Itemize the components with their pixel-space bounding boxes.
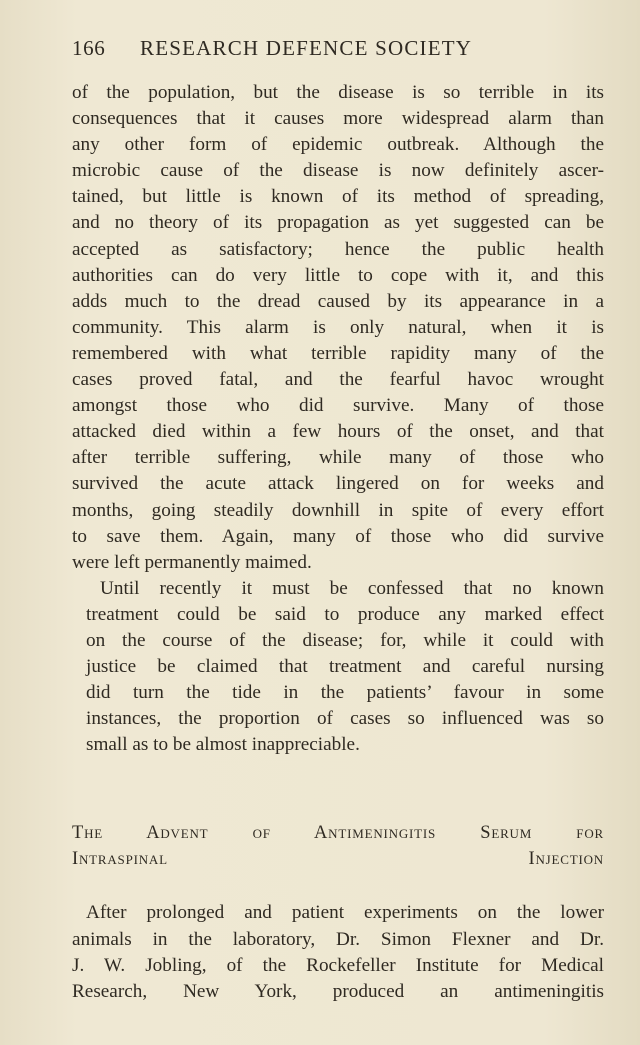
text-line: animals in the laboratory, Dr. Simon Flexner and Dr. bbox=[72, 928, 604, 950]
text-line: attacked died within a few hours of the onset, and that bbox=[72, 421, 604, 443]
text-line: adds much to the dread caused by its appearance in a bbox=[72, 290, 604, 312]
text-line: instances, the proportion of cases so influenced was so bbox=[86, 708, 604, 730]
text-line: consequences that it causes more widespread alarm than bbox=[72, 108, 604, 130]
text-line: any other form of epidemic outbreak. Although the bbox=[72, 134, 604, 156]
page-number: 166 bbox=[72, 36, 106, 60]
text-line: cases proved fatal, and the fearful havoc wrought bbox=[72, 369, 604, 391]
text-line: months, going steadily downhill in spite of every effort bbox=[72, 499, 604, 521]
paragraph-2 bbox=[72, 576, 604, 759]
body-text bbox=[72, 80, 604, 1005]
text-line: of the population, but the disease is so terrible in its bbox=[72, 82, 604, 103]
section-heading-line: Intraspinal Injection bbox=[72, 849, 604, 870]
text-line: and no theory of its propagation as yet suggested can be bbox=[72, 212, 604, 234]
text-line: Until recently it must be confessed that no known bbox=[100, 577, 604, 599]
text-line: community. This alarm is only natural, when it is bbox=[72, 316, 604, 338]
text-line: small as to be almost inappreciable. bbox=[86, 734, 360, 756]
running-title: RESEARCH DEFENCE SOCIETY bbox=[140, 36, 473, 60]
running-head bbox=[72, 0, 604, 70]
text-line: did turn the tide in the patients’ favour in some bbox=[86, 682, 604, 704]
paragraph-1 bbox=[72, 80, 604, 576]
text-line: to save them. Again, many of those who did survive bbox=[72, 525, 604, 547]
text-line: remembered with what terrible rapidity many of the bbox=[72, 342, 604, 364]
text-line: microbic cause of the disease is now definitely ascer- bbox=[72, 160, 604, 182]
section-heading bbox=[72, 820, 604, 872]
paragraph-3 bbox=[72, 900, 604, 1004]
text-line: J. W. Jobling, of the Rockefeller Institute for Medical bbox=[72, 954, 604, 976]
text-line: accepted as satisfactory; hence the public health bbox=[72, 238, 604, 260]
text-line: on the course of the disease; for, while it could with bbox=[86, 629, 604, 651]
text-line: authorities can do very little to cope with it, and this bbox=[72, 264, 604, 286]
text-line: survived the acute attack lingered on for weeks and bbox=[72, 473, 604, 495]
text-line: treatment could be said to produce any marked effect bbox=[86, 603, 604, 625]
text-line: amongst those who did survive. Many of those bbox=[72, 395, 604, 417]
section-heading-line: The Advent of Antimeningitis Serum for bbox=[72, 823, 604, 844]
text-line: Research, New York, produced an antimeningitis bbox=[72, 980, 604, 1002]
text-line: were left permanently maimed. bbox=[72, 551, 312, 573]
text-line: justice be claimed that treatment and careful nursing bbox=[86, 656, 604, 678]
text-line: tained, but little is known of its method of spreading, bbox=[72, 186, 604, 208]
text-line: after terrible suffering, while many of those who bbox=[72, 447, 604, 469]
text-line: After prolonged and patient experiments on the lower bbox=[86, 902, 604, 924]
